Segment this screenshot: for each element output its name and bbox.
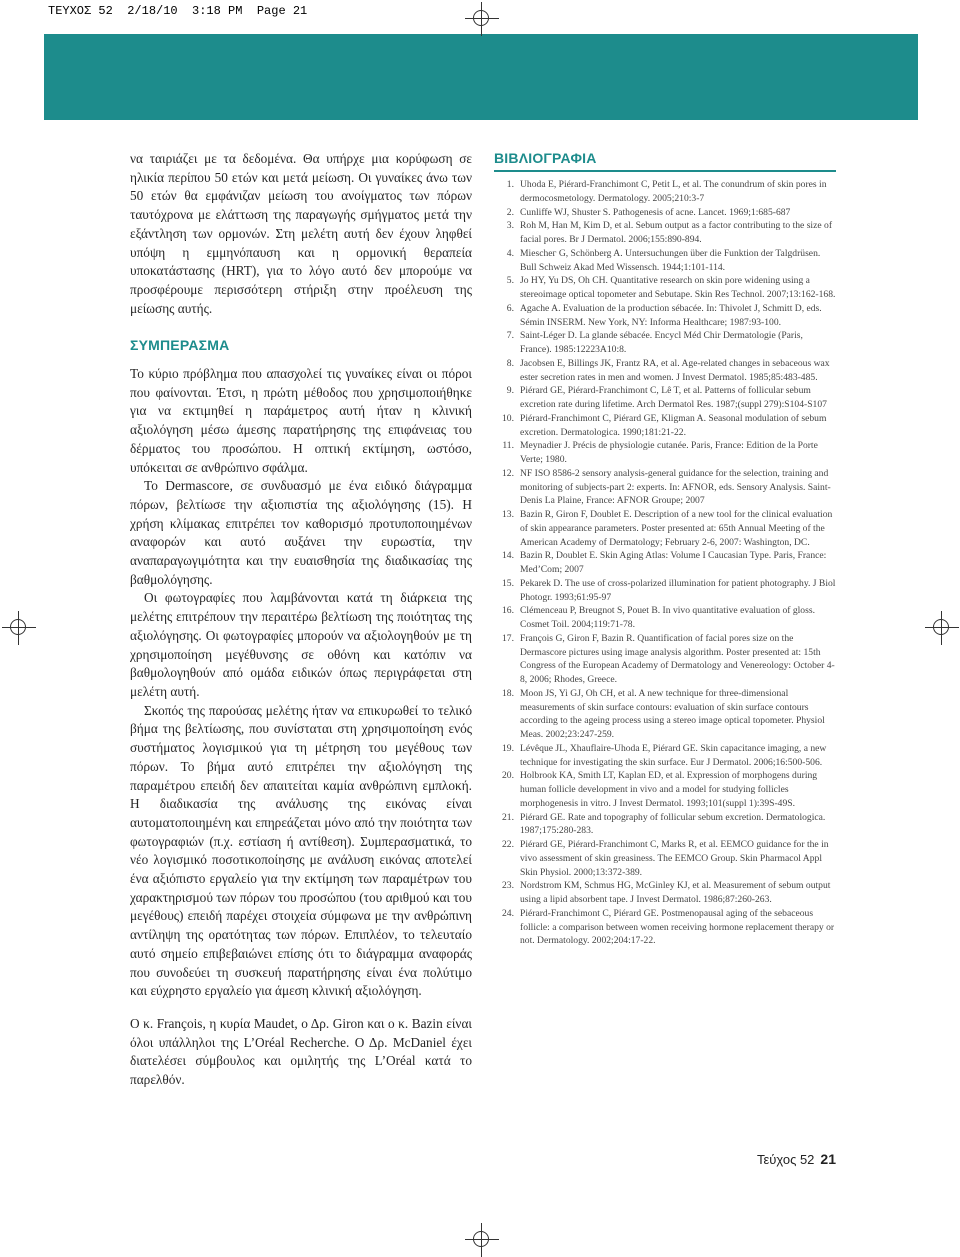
reference-text: Uhoda E, Piérard-Franchimont C, Petit L, et al. The conundrum of skin pores in dermocosmetology. Dermatology. 2005;210:3-7 [520,179,827,204]
reference-number: 18. [502,687,514,699]
reference-item [494,811,836,839]
reference-item [494,632,836,687]
reference-text: Jacobsen E, Billings JK, Frantz RA, et al. Age-related changes in sebaceous wax ester secretion rates in men and women. J Invest Dermatol. 1985;85:483-485. [520,357,830,383]
issue-label: Τεύχος 52 [756,1152,815,1167]
reference-number: 12. [502,467,514,479]
section-heading-conclusion: ΣΥΜΠΕΡΑΣΜΑ [130,337,230,354]
reference-text: Meynadier J. Précis de physiologie cutanée. Paris, France: Edition de la Porte Verte; 1980. [520,440,818,465]
reference-text: Pekarek D. The use of cross-polarized illumination for patient photography. J Biol Photogr. 1993;61:95-97 [520,577,836,603]
reference-item [494,302,836,330]
reference-item [494,329,836,357]
reference-number: 5. [506,275,514,287]
reference-item [494,206,836,220]
body-paragraph: Το κύριο πρόβλημα που απασχολεί τις γυναίκες είναι οι πόροι που φαίνονται. Έτσι, η πρώτη μέθοδος που χρησιμοποιήθηκε για να εκτιμηθεί η παράμετρος αυτή ήταν η κλινική αξιολόγηση μέσω άμεσης παρατήρησης της επιφάνειας του δέρματος του προσώπου. Η οπτική εκτίμηση, ωστόσο, υπόκειται σε ανθρώπινο σφάλμα. [130,366,472,475]
reference-text: Jo HY, Yu DS, Oh CH. Quantitative research on skin pore widening using a stereoimage optical topometer and Sebutape. Skin Res Technol. 2007;13:162-168. [520,275,836,300]
reference-number: 21. [502,811,514,823]
reference-item [494,742,836,770]
reference-number: 16. [502,605,514,617]
reference-text: Piérard-Franchimont C, Piérard GE, Kligman A. Seasonal modulation of sebum excretion. Dermatologica. 1990;181:21-22. [520,412,827,438]
body-paragraph: Σκοπός της παρούσας μελέτης ήταν να επικυρωθεί το τελικό βήμα της βελτίωσης, που συνίσταται στη χρησιμοποίηση ενός συστήματος λογισμικού για τη μέτρηση του μεγέθους των πόρων. Το βήμα αυτό επιτρέπει την αξιολόγηση της παραμέτρου επειδή δεν απαιτείται καμία ανθρώπινη εμπλοκή. Η διαδικασία της ανάλυσης της εικόνας είναι αυτοματοποιημένη και επηρεάζεται μόνο από την ποιότητα των φωτογραφιών (π.χ. εστίαση ή αντίθεση). Συμπερασματικά, το νέο λογισμικό ποσοτικοποίησης με ανάλυση εικόνας αποτελεί ένα αξιόπιστο εργαλείο για την εκτίμηση των παραμέτρων του χαρακτηρισμού των πόρων του προσώπου (του αριθμού και του μεγέθους) επειδή παρέχει στοιχεία σύμφωνα με την ανθρώπινη αντίληψη της ορατότητας των πόρων. Επιπλέον, το τελευταίο αυτό σημείο επιβεβαιώνει επίσης ότι το διάγραμμα αναφοράς που συνοδεύει τη συσκευή παρατήρησης είναι ένα πολύτιμο και εύχρηστο εργαλείο για άμεση κλινική αξιολόγηση. [130,702,472,999]
reference-text: Nordstrom KM, Schmus HG, McGinley KJ, et al. Measurement of sebum output using a lipid absorbent tape. J Invest Dermatol. 1986;87:260-263. [520,880,831,905]
reference-text: NF ISO 8586-2 sensory analysis-general guidance for the selection, training and monitoring of subjects-part 2: experts. In: AFNOR, eds. Sensory Analysis. Saint-Denis La Plaine, France: AFNOR Groupe; 2007 [520,467,831,507]
reference-item [494,247,836,275]
reference-item [494,467,836,508]
reference-number: 8. [506,357,514,369]
heading-rule [494,170,836,172]
reference-text: Lévêque JL, Xhauflaire-Uhoda E, Piérard GE. Skin capacitance imaging, a new technique for investigating the skin surface. Eur J Dermatol. 2006;16:500-506. [520,742,827,768]
reference-item [494,219,836,247]
reference-item [494,577,836,605]
reference-text: François G, Giron F, Bazin R. Quantification of facial pores size on the Dermascore pictures using image analysis algorithm. Poster presented at: 15th Congress of the European Academy of Dermatology and Venereology: October 4-8, 2006; Rhodes, Greece. [520,632,835,685]
reference-item [494,384,836,412]
reference-number: 7. [506,330,514,342]
registration-mark-icon [465,2,499,36]
reference-number: 4. [506,247,514,259]
reference-number: 1. [506,179,514,190]
body-paragraph: να ταιριάζει με τα δεδομένα. Θα υπήρχε μια κορύφωση σε ηλικία περίπου 50 ετών και μετά μείωση. Οι γυναίκες άνω των 50 ετών θα εμφάνιζαν μείωση του ανοίγματος των πόρων ταυτόχρονα με ελάττωση της παραγωγής σμήγματος μετά την εξάντληση των ορμονών. Στη μελέτη αυτή δεν έχουν ληφθεί υπόψη η εμμηνόπαυση και η ορμονική θεραπεία υποκατάστασης (HRT), για το λόγο αυτό δεν μπορούμε να προσφέρουμε περισσότερη στήριξη στην προέλευση της μείωσης αυτής. [130,151,472,316]
reference-number: 24. [502,907,514,919]
reference-text: Cunliffe WJ, Shuster S. Pathogenesis of acne. Lancet. 1969;1:685-687 [520,206,791,218]
reference-text: Piérard GE. Rate and topography of follicular sebum excretion. Dermatologica. 1987;175:280-283. [520,811,826,837]
reference-text: Saint-Léger D. La glande sébacée. Encycl Méd Chir Dermatologie (Paris, France). 1985:12223A10:8. [520,330,803,355]
reference-item [494,439,836,467]
right-column [494,150,836,948]
reference-number: 19. [502,742,514,754]
print-slug: ΤΕΥΧΟΣ 52 2/18/10 3:18 PM Page 21 [48,4,308,18]
reference-number: 23. [502,880,514,892]
reference-text: Moon JS, Yi GJ, Oh CH, et al. A new technique for three-dimensional measurements of skin surface contours: evaluation of skin surface contours according to the ageing process using a stereo image optical topometer. Physiol Meas. 2002;23:247-259. [520,687,825,740]
reference-number: 14. [502,550,514,562]
page-number: 21 [820,1151,836,1167]
reference-number: 6. [506,302,514,314]
section-heading-bibliography: ΒΙΒΛΙΟΓΡΑΦΙΑ [494,150,597,166]
reference-item [494,604,836,632]
reference-text: Bazin R, Doublet E. Skin Aging Atlas: Volume I Caucasian Type. Paris, France: Med’Com; 2007 [520,550,827,575]
reference-item [494,769,836,810]
body-paragraph: Οι φωτογραφίες που λαμβάνονται κατά τη διάρκεια της μελέτης επιτρέπουν την περαιτέρω βελτίωση της ποιότητας της αξιολόγησης. Οι φωτογραφίες μπορούν να αξιολογηθούν με τη χρησιμοποίηση μεγέθυνσης σε οθόνη και κατόπιν να βαθμολογηθούν από ομάδα ειδικών όπως περιγράφεται στη μελέτη αυτή. [130,590,472,699]
registration-mark-icon [465,1223,499,1257]
reference-text: Agache A. Evaluation de la production sébacée. In: Thivolet J, Schmitt D, eds. Sémin INSERM. New York, NY: Informa Healthcare; 1987:93-100. [520,302,822,328]
reference-item [494,549,836,577]
reference-text: Bazin R, Giron F, Doublet E. Description of a new tool for the clinical evaluation of skin appearance parameters. Poster presented at: 65th Annual Meeting of the American Academy of Dermatology; February 2-6, 2007: Washington, DC. [520,509,833,548]
reference-text: Piérard GE, Piérard-Franchimont C, Lê T, et al. Patterns of follicular sebum excretion rate during lifetime. Arch Dermatol Res. 1987;(suppl 279):S104-S107 [520,385,827,410]
reference-text: Mieschег G, Schönberg A. Untersuchungen über die Funktion der Talgdrüsen. Bull Schweiz Akad Med Wissensch. 1944;1:101-114. [520,247,821,273]
reference-number: 2. [506,206,514,218]
reference-number: 9. [506,385,514,397]
registration-mark-icon [2,611,36,645]
reference-number: 10. [502,412,514,424]
reference-item [494,838,836,879]
disclosure-paragraph: Ο κ. François, η κυρία Maudet, ο Δρ. Giron και ο κ. Bazin είναι όλοι υπάλληλοι της L’Oréal Recherche. Ο Δρ. McDaniel έχει διατελέσει σύμβουλος και ομιλητής της L’Oréal κατά το παρελθόν. [130,1015,472,1088]
reference-text: Clémenceau P, Breugnot S, Pouet B. In vivo quantitative evaluation of gloss. Cosmet Toil. 2004;119:71-78. [520,605,815,630]
reference-number: 3. [506,220,514,232]
reference-text: Piérard GE, Piérard-Franchimont C, Marks R, et al. EEMCO guidance for the in vivo assessment of skin greasiness. The EEMCO Group. Skin Pharmacol Appl Skin Physiol. 2000;13:372-389. [520,839,829,878]
reference-text: Roh M, Han M, Kim D, et al. Sebum output as a factor contributing to the size of facial pores. Br J Dermatol. 2006;155:890-894. [520,220,833,245]
reference-item [494,274,836,302]
registration-mark-icon [925,611,959,645]
reference-number: 13. [502,509,514,520]
header-color-band [44,34,918,120]
reference-number: 20. [502,770,514,782]
reference-number: 11. [502,440,514,452]
reference-item [494,178,836,206]
reference-number: 22. [502,839,514,850]
reference-item [494,357,836,385]
reference-number: 15. [502,577,514,589]
reference-item [494,907,836,948]
reference-item [494,508,836,549]
reference-item [494,412,836,440]
reference-item [494,879,836,907]
page-footer [757,1151,836,1167]
body-paragraph: Το Dermascore, σε συνδυασμό με ένα ειδικό διάγραμμα πόρων, βελτίωσε την αξιοπιστία της αξιολόγησης (15). Η χρήση κλίμακας επιτρέπει τον καθορισμό προτυποποιημένων αναφορών και αυτό αυξάνει την ευρωστία, την αναπαραγωγιμότητα και την ευαισθησία της διαδικασίας της βαθμολόγησης. [130,478,472,587]
reference-item [494,687,836,742]
reference-list [494,178,836,948]
reference-text: Holbrook KA, Smith LT, Kaplan ED, et al. Expression of morphogens during human follicle development in vivo and a model for studying follicles morphogenesis in vitro. J Invest Dermatol. 1993;101(suppl 1):39S-49S. [520,770,818,809]
left-column [130,150,472,1090]
reference-text: Piérard-Franchimont C, Piérard GE. Postmenopausal aging of the sebaceous follicle: a comparison between women receiving hormone replacement therapy or not. Dermatology. 2002;204:17-22. [520,907,835,947]
reference-number: 17. [502,632,514,644]
